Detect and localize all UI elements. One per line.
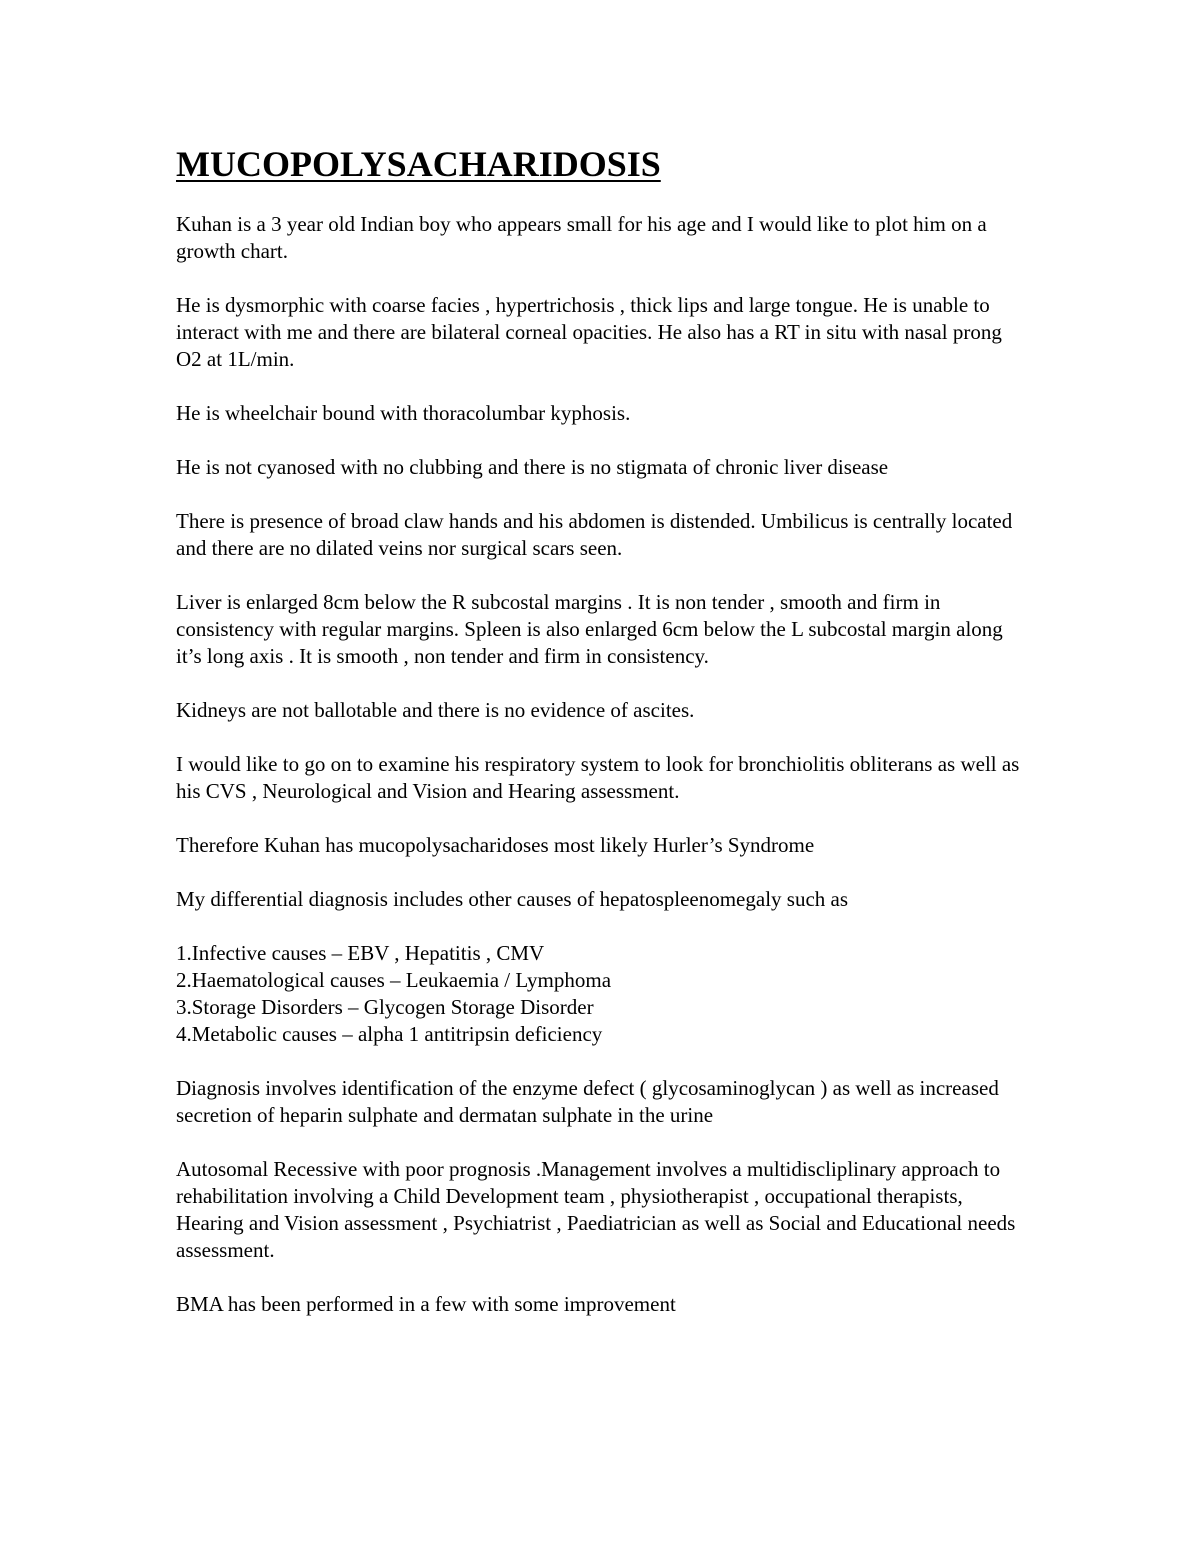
paragraph-diagnosis: Diagnosis involves identification of the enzyme defect ( glycosaminoglycan ) as well as increased secretion of heparin sulphate and dermatan sulphate in the urine — [176, 1076, 999, 1127]
paragraph-wheelchair: He is wheelchair bound with thoracolumbar kyphosis. — [176, 401, 631, 425]
paragraph-kidneys: Kidneys are not ballotable and there is no evidence of ascites. — [176, 698, 695, 722]
document-body — [176, 143, 1026, 1345]
list-item: 3.Storage Disorders – Glycogen Storage Disorder — [176, 995, 594, 1019]
paragraph-dysmorphic-features: He is dysmorphic with coarse facies , hypertrichosis , thick lips and large tongue. He is unable to interact with me and there are bilateral corneal opacities. He also has a RT in situ with nasal prong O2 at 1L/min. — [176, 293, 1002, 371]
differential-list — [176, 940, 1026, 1048]
paragraph-conclusion: Therefore Kuhan has mucopolysacharidoses most likely Hurler’s Syndrome — [176, 833, 815, 857]
paragraph-cyanosis: He is not cyanosed with no clubbing and there is no stigmata of chronic liver disease — [176, 455, 889, 479]
paragraph-bma: BMA has been performed in a few with some improvement — [176, 1292, 676, 1316]
paragraph-patient-intro: Kuhan is a 3 year old Indian boy who appears small for his age and I would like to plot him on a growth chart. — [176, 212, 987, 263]
list-item: 2.Haematological causes – Leukaemia / Lymphoma — [176, 968, 612, 992]
paragraph-further-exam: I would like to go on to examine his respiratory system to look for bronchiolitis obliterans as well as his CVS , Neurological and Vision and Hearing assessment. — [176, 752, 1020, 803]
paragraph-hands-abdomen: There is presence of broad claw hands and his abdomen is distended. Umbilicus is centrally located and there are no dilated veins nor surgical scars seen. — [176, 509, 1013, 560]
list-item: 1.Infective causes – EBV , Hepatitis , CMV — [176, 941, 545, 965]
paragraph-management: Autosomal Recessive with poor prognosis .Management involves a multidiscliplinary approach to rehabilitation involving a Child Development team , physiotherapist , occupational therapists, Hearing and Vision assessment , Psychiatrist , Paediatrician as well as Social and Educational needs assessment. — [176, 1157, 1016, 1262]
paragraph-differential-intro: My differential diagnosis includes other causes of hepatospleenomegaly such as — [176, 887, 849, 911]
list-item: 4.Metabolic causes – alpha 1 antitripsin deficiency — [176, 1022, 603, 1046]
paragraph-liver-spleen: Liver is enlarged 8cm below the R subcostal margins . It is non tender , smooth and firm in consistency with regular margins. Spleen is also enlarged 6cm below the L subcostal margin along it’s long axis . It is smooth , non tender and firm in consistency. — [176, 590, 1003, 668]
document-title: MUCOPOLYSACHARIDOSIS — [176, 144, 661, 184]
